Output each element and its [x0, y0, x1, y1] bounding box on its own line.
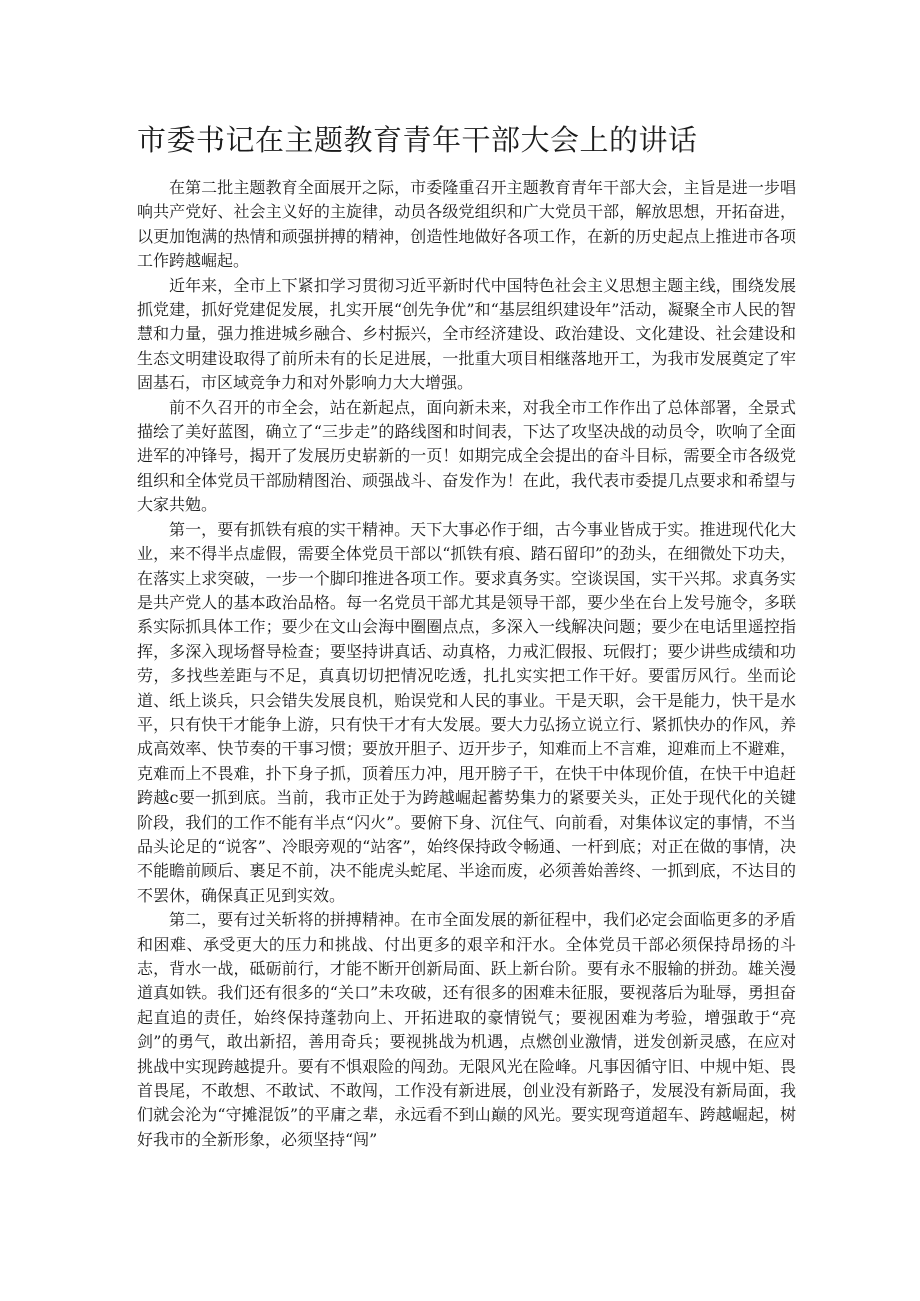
paragraph-plenary: 前不久召开的市全会，站在新起点，面向新未来，对我全市工作作出了总体部署，全景式描绘了美好蓝图，确立了“三步走”的路线图和时间表，下达了攻坚决战的动员令，吹响了全面进军的冲锋号，揭开了发展历史崭新的一页！如期完成全会提出的奋斗目标，需要全市各级党组织和全体党员干部励精图治、顽强战斗、奋发作为！在此，我代表市委提几点要求和希望与大家共勉。 — [137, 397, 796, 515]
paragraph-intro: 在第二批主题教育全面展开之际，市委隆重召开主题教育青年干部大会，主旨是进一步唱响共产党好、社会主义好的主旋律，动员各级党组织和广大党员干部，解放思想，开拓奋进，以更加饱满的热情和顽强拼搏的精神，创造性地做好各项工作，在新的历史起点上推进市各项工作跨越崛起。 — [137, 178, 796, 271]
document-page — [137, 118, 796, 1152]
paragraph-recent-years: 近年来，全市上下紧扣学习贯彻习近平新时代中国特色社会主义思想主题主线，围绕发展抓党建，抓好党建促发展，扎实开展“创先争优”和“基层组织建设年”活动，凝聚全市人民的智慧和力量，强力推进城乡融合、乡村振兴，全市经济建设、政治建设、文化建设、社会建设和生态文明建设取得了前所未有的长足进展，一批重大项目相继落地开工，为我市发展奠定了牢固基石，市区域竞争力和对外影响力大大增强。 — [137, 275, 796, 393]
document-title: 市委书记在主题教育青年干部大会上的讲话 — [137, 123, 698, 157]
paragraph-first-point: 第一，要有抓铁有痕的实干精神。天下大事必作于细，古今事业皆成于实。推进现代化大业，来不得半点虚假，需要全体党员干部以“抓铁有痕、踏石留印”的劲头，在细微处下功夫，在落实上求突破，一步一个脚印推进各项工作。要求真务实。空谈误国，实干兴邦。求真务实是共产党人的基本政治品格。每一名党员干部尤其是领导干部，要少坐在台上发号施令，多联系实际抓具体工作；要少在文山会海中圈圈点点，多深入一线解决问题；要少在电话里遥控指挥，多深入现场督导检查；要坚持讲真话、动真格，力戒汇假报、玩假打；要少讲些成绩和功劳，多找些差距与不足，真真切切把情况吃透，扎扎实实把工作干好。要雷厉风行。坐而论道、纸上谈兵，只会错失发展良机，贻误党和人民的事业。干是天职，会干是能力，快干是水平，只有快干才能争上游，只有快干才有大发展。要大力弘扬立说立行、紧抓快办的作风，养成高效率、快节奏的干事习惯；要放开胆子、迈开步子，知难而上不言难，迎难而上不避难，克难而上不畏难，扑下身子抓，顶着压力冲，甩开膀子干，在快干中体现价值，在快干中追赶跨越c要一抓到底。当前，我市正处于为跨越崛起蓄势集力的紧要关头，正处于现代化的关键阶段，我们的工作不能有半点“闪火”。要俯下身、沉住气、向前看，对集体议定的事情，不当品头论足的“说客”、冷眼旁观的“站客”，始终保持政令畅通、一杆到底；对正在做的事情，决不能瞻前顾后、裹足不前，决不能虎头蛇尾、半途而废，必须善始善终、一抓到底，不达目的不罢休，确保真正见到实效。 — [137, 519, 796, 905]
paragraph-second-point: 第二，要有过关斩将的拼搏精神。在市全面发展的新征程中，我们必定会面临更多的矛盾和困难、承受更大的压力和挑战、付出更多的艰辛和汗水。全体党员干部必须保持昂扬的斗志，背水一战，砥砺前行，才能不断开创新局面、跃上新台阶。要有永不服输的拼劲。雄关漫道真如铁。我们还有很多的“关口”未攻破，还有很多的困难未征服，要视落后为耻辱，勇担奋起直追的责任，始终保持蓬勃向上、开拓进取的豪情锐气；要视困难为考验，增强敢于“亮剑”的勇气，敢出新招，善用奇兵；要视挑战为机遇，点燃创业激情，迸发创新灵感，在应对挑战中实现跨越提升。要有不惧艰险的闯劲。无限风光在险峰。凡事因循守旧、中规中矩、畏首畏尾，不敢想、不敢试、不敢闯，工作没有新进展，创业没有新路子，发展没有新局面，我们就会沦为“守摊混饭”的平庸之辈，永远看不到山巅的风光。要实现弯道超车、跨越崛起，树好我市的全新形象，必须坚持“闯” — [137, 910, 796, 1149]
